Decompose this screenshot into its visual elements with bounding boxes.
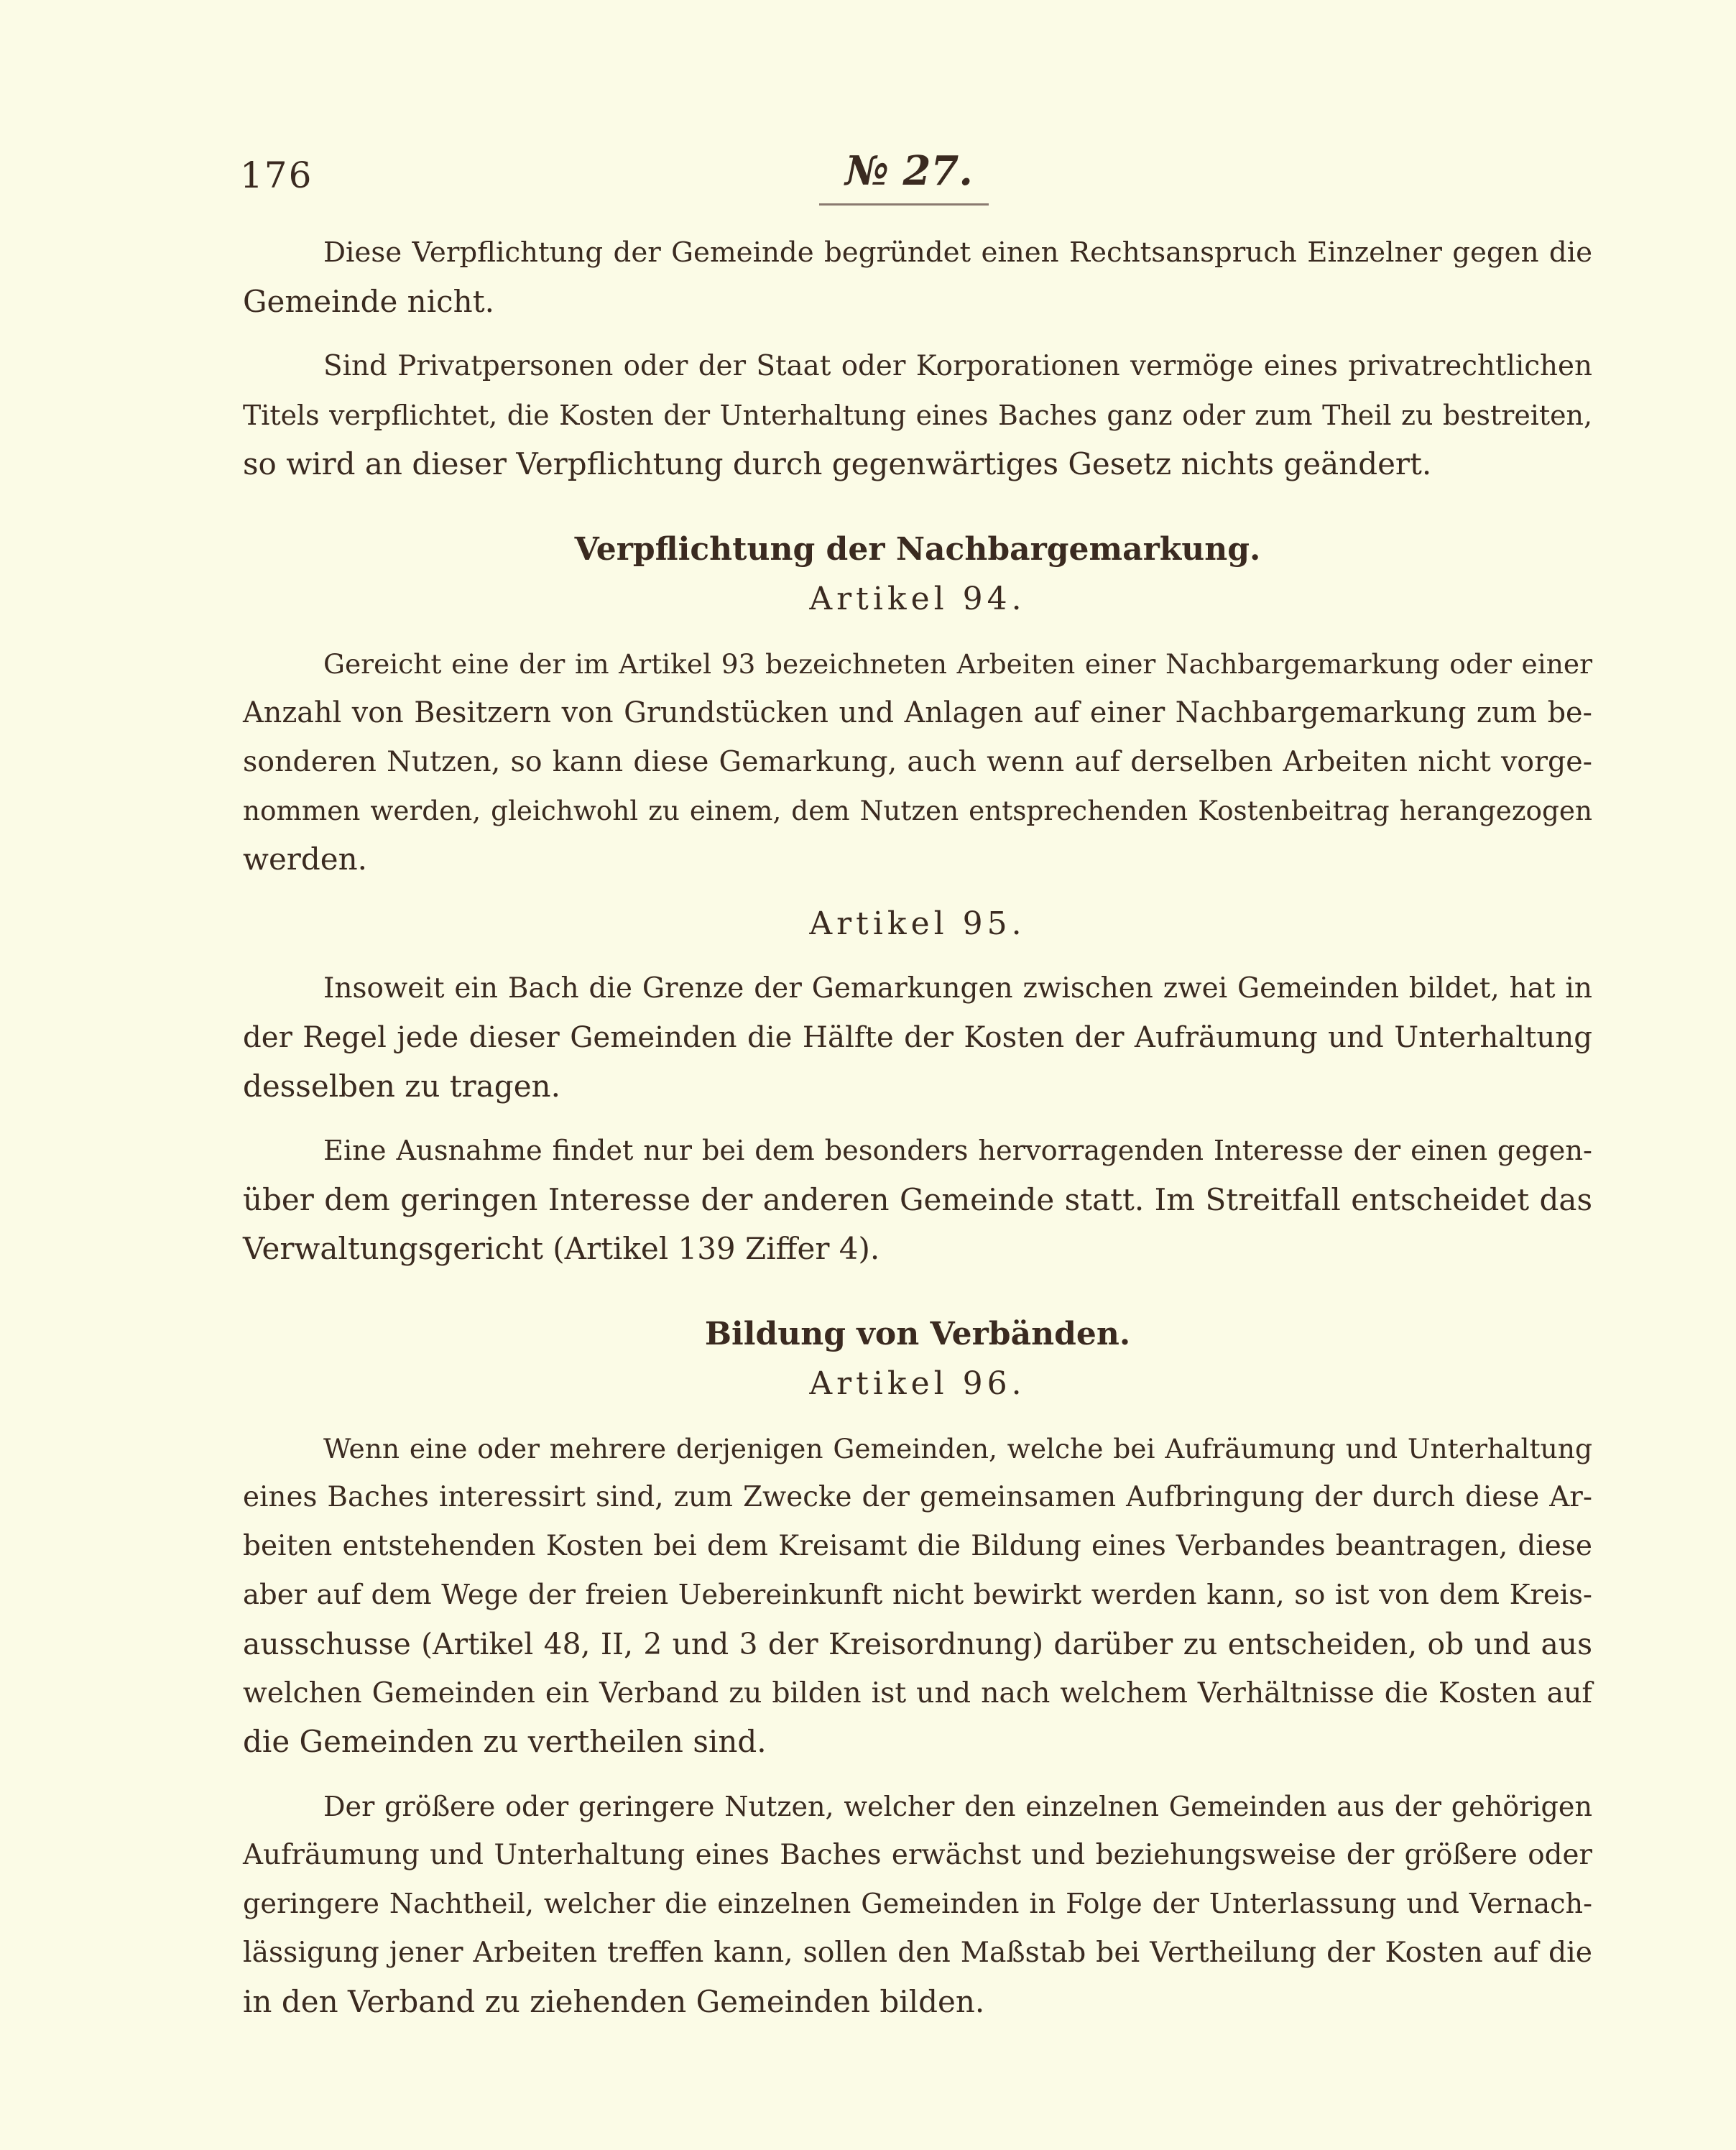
text-line: nommen werden, gleichwohl zu einem, dem Nutzen entsprechenden Kostenbeitrag herangezogen xyxy=(243,795,1592,826)
article-title: Artikel 94. xyxy=(809,581,1026,617)
text-line: Verwaltungsgericht (Artikel 139 Ziffer 4). xyxy=(243,1231,880,1266)
page-header xyxy=(0,147,1736,205)
paragraph xyxy=(243,1424,1592,1766)
section-heading: Verpflichtung der Nachbargemarkung. xyxy=(574,531,1261,568)
text-line: Titels verpflichtet, die Kosten der Unterhaltung eines Baches ganz oder zum Theil zu bestreiten, xyxy=(243,400,1592,431)
text-line: werden. xyxy=(243,841,368,877)
text-line: Wenn eine oder mehrere derjenigen Gemeinden, welche bei Aufräumung und Unterhaltung xyxy=(323,1433,1592,1464)
text-line: die Gemeinden zu vertheilen sind. xyxy=(243,1724,767,1759)
text-line: in den Verband zu ziehenden Gemeinden bilden. xyxy=(243,1984,985,2019)
text-line: Insoweit ein Bach die Grenze der Gemarkungen zwischen zwei Gemeinden bildet, hat in xyxy=(323,972,1592,1005)
text-line: der Regel jede dieser Gemeinden die Hälfte der Kosten der Aufräumung und Unterhaltung xyxy=(243,1021,1592,1054)
text-line: welchen Gemeinden ein Verband zu bilden ist und nach welchem Verhältnisse die Kosten auf xyxy=(243,1676,1592,1710)
issue-number: № 27. xyxy=(845,147,973,195)
text-line: eines Baches interessirt sind, zum Zwecke der gemeinsamen Aufbringung der durch diese Ar- xyxy=(243,1481,1592,1513)
text-line: Der größere oder geringere Nutzen, welcher den einzelnen Gemeinden aus der gehörigen xyxy=(323,1791,1592,1822)
text-line: beiten entstehenden Kosten bei dem Kreisamt die Bildung eines Verbandes beantragen, diese xyxy=(243,1530,1592,1562)
paragraph xyxy=(243,229,1592,326)
paragraph xyxy=(243,1127,1592,1273)
text-line: desselben zu tragen. xyxy=(243,1069,560,1104)
text-line: Diese Verpflichtung der Gemeinde begründet einen Rechtsanspruch Einzelner gegen die xyxy=(323,236,1592,269)
text-line: aber auf dem Wege der freien Uebereinkunft nicht bewirkt werden kann, so ist von dem Kreis- xyxy=(243,1579,1592,1611)
text-line: Anzahl von Besitzern von Grundstücken und Anlagen auf einer Nachbargemarkung zum be- xyxy=(243,696,1592,729)
paragraph xyxy=(243,964,1592,1111)
paragraph xyxy=(243,342,1592,489)
text-line: sonderen Nutzen, so kann diese Gemarkung, auch wenn auf derselben Arbeiten nicht vorge- xyxy=(243,745,1592,778)
article-title: Artikel 96. xyxy=(809,1365,1026,1402)
text-line: Gemeinde nicht. xyxy=(243,284,494,319)
page-body xyxy=(243,229,1592,2026)
section-heading: Bildung von Verbänden. xyxy=(704,1316,1131,1352)
text-line: Aufräumung und Unterhaltung eines Baches erwächst und beziehungsweise der größere oder xyxy=(243,1839,1592,1871)
header-rule xyxy=(819,203,989,206)
text-line: geringere Nachtheil, welcher die einzelnen Gemeinden in Folge der Unterlassung und Vernach- xyxy=(243,1888,1592,1920)
text-line: Sind Privatpersonen oder der Staat oder Korporationen vermöge eines privatrechtlichen xyxy=(323,350,1592,382)
text-line: lässigung jener Arbeiten treffen kann, sollen den Maßstab bei Vertheilung der Kosten auf die xyxy=(243,1937,1592,1969)
text-line: Eine Ausnahme findet nur bei dem besonders hervorragenden Interesse der einen gegen- xyxy=(323,1135,1592,1167)
text-line: ausschusse (Artikel 48, II, 2 und 3 der Kreisordnung) darüber zu entscheiden, ob und aus xyxy=(243,1627,1592,1661)
text-line: Gereicht eine der im Artikel 93 bezeichneten Arbeiten einer Nachbargemarkung oder einer xyxy=(323,648,1592,680)
text-line: über dem geringen Interesse der anderen Gemeinde statt. Im Streitfall entscheidet das xyxy=(243,1182,1592,1217)
paragraph xyxy=(243,640,1592,884)
text-line: so wird an dieser Verpflichtung durch gegenwärtiges Gesetz nichts geändert. xyxy=(243,446,1432,481)
article-title: Artikel 95. xyxy=(809,905,1026,942)
paragraph xyxy=(243,1782,1592,2026)
page-number: 176 xyxy=(240,154,313,196)
